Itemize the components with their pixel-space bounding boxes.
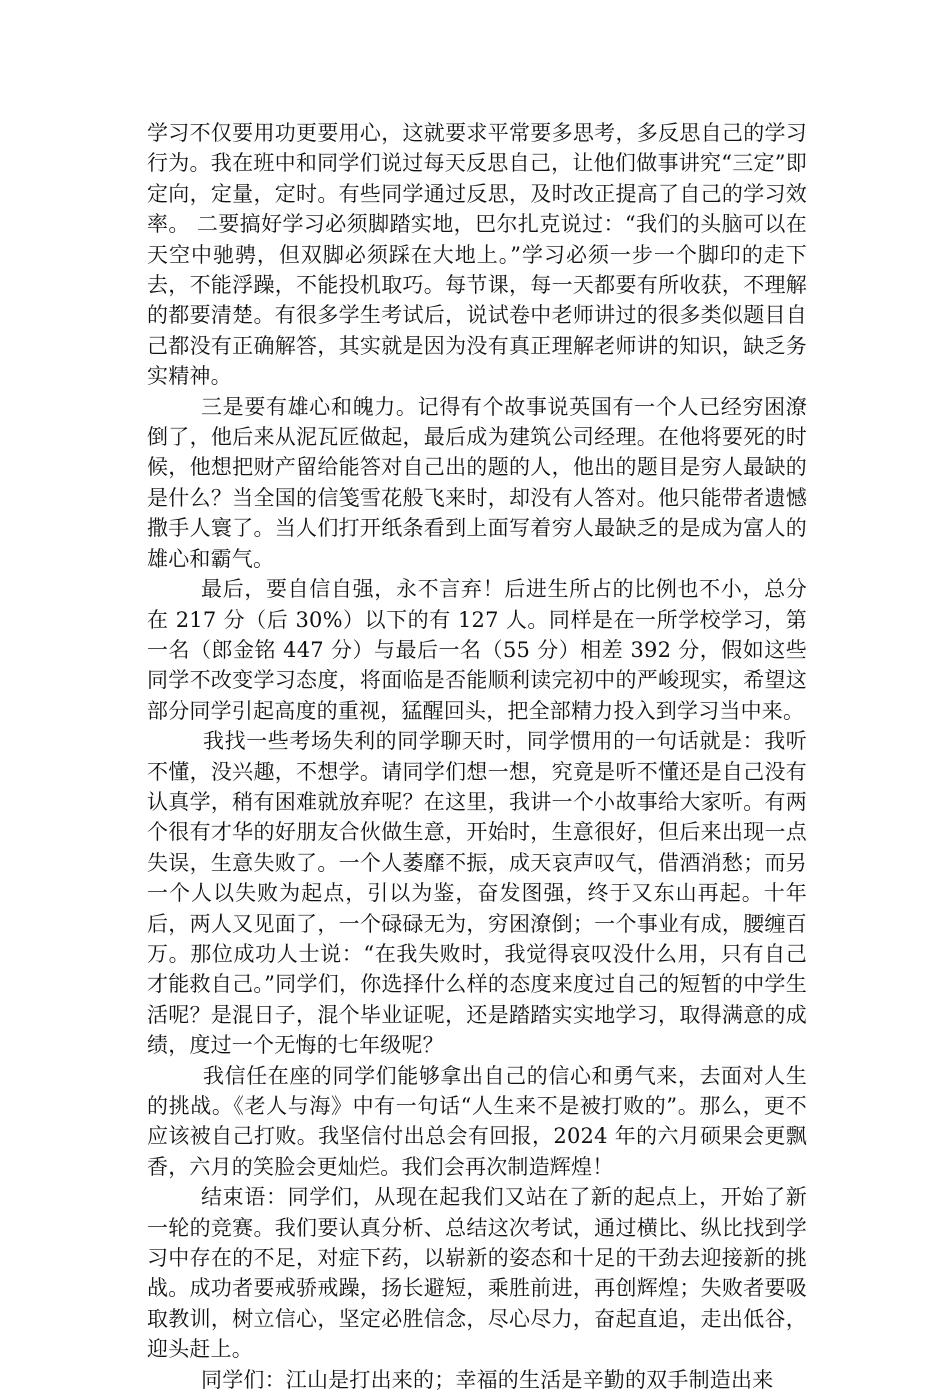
paragraph-2: 三是要有雄心和魄力。记得有个故事说英国有一个人已经穷困潦倒了，他后来从泥瓦匠做起，最后成为建筑公司经理。在他将要死的时候，他想把财产留给能答对自己出的题的人，他出的题目是穷人最缺的是什么？当全国的信笺雪花般飞来时，却没有人答对。他只能带者遗憾撒手人寰了。当人们打开纸条看到上面写着穷人最缺乏的是成为富人的雄心和霸气。 <box>147 394 807 571</box>
paragraph-7: 同学们：江山是打出来的；幸福的生活是辛勤的双手制造出来 <box>201 1367 774 1392</box>
paragraph-3: 最后，要自信自强，永不言弃！后进生所占的比例也不小，总分在 217 分（后 30%）以下的有 127 人。同样是在一所学校学习，第一名（郎金铭 447 分）与最后一名（55 分）相差 392 分，假如这些同学不改变学习态度，将面临是否能顺利读完初中的严峻现实，希望这部分同学引起高度的重视，猛醒回头，把全部精力投入到学习当中来。 <box>147 577 807 723</box>
paragraph-4: 我找一些考场失利的同学聊天时，同学惯用的一句话就是：我听不懂，没兴趣，不想学。请同学们想一想，究竟是听不懂还是自己没有认真学，稍有困难就放弃呢？在这里，我讲一个小故事给大家听。有两个很有才华的好朋友合伙做生意，开始时，生意很好，但后来出现一点失误，生意失败了。一个人萎靡不振，成天哀声叹气，借酒消愁；而另一个人以失败为起点，引以为鉴，奋发图强，终于又东山再起。十年后，两人又见面了，一个碌碌无为，穷困潦倒；一个事业有成，腰缠百万。那位成功人士说：“在我失败时，我觉得哀叹没什么用，只有自己才能救自己。”同学们，你选择什么样的态度来度过自己的短暂的中学生活呢？是混日子，混个毕业证呢，还是踏踏实实地学习，取得满意的成绩，度过一个无悔的七年级呢？ <box>147 729 807 1058</box>
paragraph-6: 结束语：同学们，从现在起我们又站在了新的起点上，开始了新一轮的竞赛。我们要认真分析、总结这次考试，通过横比、纵比找到学习中存在的不足，对症下药，以崭新的姿态和十足的干劲去迎接新的挑战。成功者要戒骄戒躁，扬长避短，乘胜前进，再创辉煌；失败者要吸取教训，树立信心，坚定必胜信念，尽心尽力，奋起直追，走出低谷，迎头赶上。 <box>147 1185 807 1362</box>
paragraph-1: 学习不仅要用功更要用心，这就要求平常要多思考，多反思自己的学习行为。我在班中和同学们说过每天反思自己，让他们做事讲究“三定”即定向，定量，定时。有些同学通过反思，及时改正提高了自己的学习效率。 二要搞好学习必须脚踏实地，巴尔扎克说过：“我们的头脑可以在天空中驰骋，但双脚必须踩在大地上。”学习必须一步一个脚印的走下去，不能浮躁，不能投机取巧。每节课，每一天都要有所收获，不理解的都要清楚。有很多学生考试后，说试卷中老师讲过的很多类似题目自己都没有正确解答，其实就是因为没有真正理解老师讲的知识，缺乏务实精神。 <box>147 121 807 389</box>
paragraph-5: 我信任在座的同学们能够拿出自己的信心和勇气来，去面对人生的挑战。《老人与海》中有一句话“人生来不是被打败的”。那么，更不应该被自己打败。我坚信付出总会有回报，2024 年的六月硕果会更飘香，六月的笑脸会更灿烂。我们会再次制造辉煌！ <box>147 1063 807 1179</box>
document-body <box>147 118 807 1395</box>
